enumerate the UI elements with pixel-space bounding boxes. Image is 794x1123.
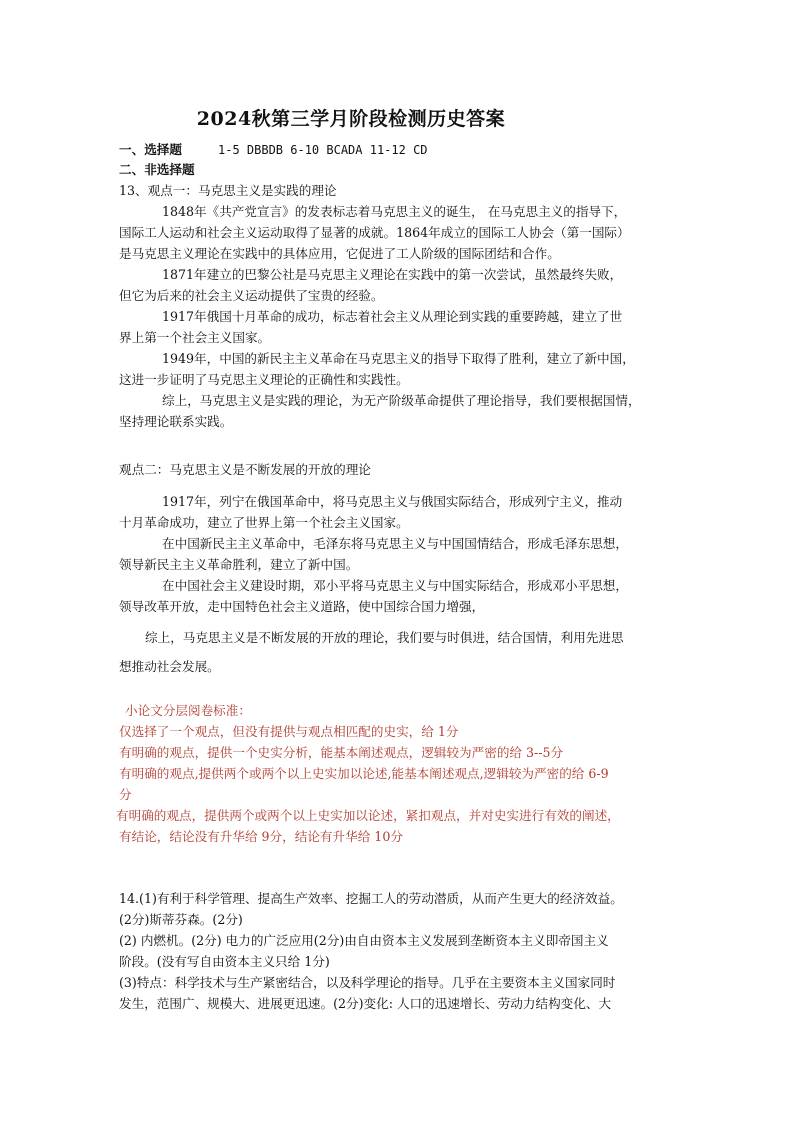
q13-v2-line: 1917年，列宁在俄国革命中，将马克思主义与俄国实际结合，形成列宁主义，推动 bbox=[162, 494, 623, 509]
rubric-line: 有明确的观点，提供一个史实分析，能基本阐述观点，逻辑较为严密的给 3--5分 bbox=[119, 745, 564, 760]
q13-v1-line: 界上第一个社会主义国家。 bbox=[119, 330, 271, 345]
choice-answers: 1-5 DBBDB 6-10 BCADA 11-12 CD bbox=[218, 143, 428, 157]
q13-v2-line: 领导改革开放，走中国特色社会主义道路，使中国综合国力增强， bbox=[119, 599, 485, 614]
q13-v1-line: 坚持理论联系实践。 bbox=[119, 414, 233, 429]
q14-line: 阶段。(没有写自由资本主义只给 1分) bbox=[119, 954, 330, 969]
q13-v1-line: 1848年《共产党宣言》的发表标志着马克思主义的诞生， 在马克思主义的指导下， bbox=[162, 204, 627, 219]
q14-line: (2) 内燃机。(2分) 电力的广泛应用(2分)由自由资本主义发展到垄断资本主义即帝国主义 bbox=[119, 933, 609, 948]
rubric-line: 分 bbox=[119, 787, 132, 802]
rubric-line: 有明确的观点，提供两个或两个以上史实加以论述，紧扣观点，并对史实进行有效的阐述， bbox=[116, 808, 620, 823]
q13-v2-line: 十月革命成功，建立了世界上第一个社会主义国家。 bbox=[119, 515, 409, 530]
q13-v1-line: 是马克思主义理论在实践中的具体应用，它促进了工人阶级的国际团结和合作。 bbox=[119, 246, 560, 261]
q13-v2-line: 综上，马克思主义是不断发展的开放的理论，我们要与时俱进，结合国情，利用先进思 bbox=[145, 630, 624, 645]
rubric-line: 仅选择了一个观点，但没有提供与观点相匹配的史实，给 1分 bbox=[119, 724, 459, 739]
section2-label: 二、非选择题 bbox=[119, 162, 195, 177]
q14-line: (2分)斯蒂芬森。(2分) bbox=[119, 912, 243, 927]
q13-v2-line: 想推动社会发展。 bbox=[119, 659, 220, 674]
q13-viewpoint1-heading: 13、观点一：马克思主义是实践的理论 bbox=[119, 183, 337, 198]
q14-line: (3)特点：科学技术与生产紧密结合，以及科学理论的指导。几乎在主要资本主义国家同时 bbox=[119, 975, 616, 990]
q13-v1-line: 综上，马克思主义是实践的理论，为无产阶级革命提供了理论指导，我们要根据国情， bbox=[162, 393, 641, 408]
page-title: 2024秋第三学月阶段检测历史答案 bbox=[196, 108, 506, 130]
q13-v1-line: 1949年，中国的新民主主义革命在马克思主义的指导下取得了胜利，建立了新中国， bbox=[162, 351, 635, 366]
q13-v2-line: 在中国社会主义建设时期，邓小平将马克思主义与中国实际结合，形成邓小平思想， bbox=[162, 578, 628, 593]
q13-v2-line: 在中国新民主主义革命中，毛泽东将马克思主义与中国国情结合，形成毛泽东思想， bbox=[162, 536, 628, 551]
q14-line: 14.(1)有利于科学管理、提高生产效率、挖掘工人的劳动潜质，从而产生更大的经济效益。 bbox=[119, 891, 623, 906]
q13-viewpoint2-heading: 观点二：马克思主义是不断发展的开放的理论 bbox=[119, 462, 371, 477]
q13-v1-line: 1917年俄国十月革命的成功，标志着社会主义从理论到实践的重要跨越，建立了世 bbox=[162, 309, 623, 324]
rubric-line: 有明确的观点,提供两个或两个以上史实加以论述,能基本阐述观点,逻辑较为严密的给 6-9 bbox=[119, 766, 609, 781]
q13-v2-line: 领导新民主主义革命胜利，建立了新中国。 bbox=[119, 557, 359, 572]
q13-v1-line: 1871年建立的巴黎公社是马克思主义理论在实践中的第一次尝试，虽然最终失败， bbox=[162, 267, 623, 282]
q14-line: 发生，范围广、规模大、进展更迅速。(2分)变化: 人口的迅速增长、劳动力结构变化、大 bbox=[119, 996, 612, 1011]
rubric-line: 有结论，结论没有升华给 9分，结论有升华给 10分 bbox=[119, 829, 403, 844]
section1-label: 一、选择题 bbox=[119, 142, 182, 157]
q13-v1-line: 国际工人运动和社会主义运动取得了显著的成就。1864年成立的国际工人协会（第一国际） bbox=[119, 225, 630, 240]
q13-v1-line: 这进一步证明了马克思主义理论的正确性和实践性。 bbox=[119, 372, 409, 387]
q13-v1-line: 但它为后来的社会主义运动提供了宝贵的经验。 bbox=[119, 288, 384, 303]
rubric-heading: 小论文分层阅卷标准： bbox=[125, 703, 251, 718]
